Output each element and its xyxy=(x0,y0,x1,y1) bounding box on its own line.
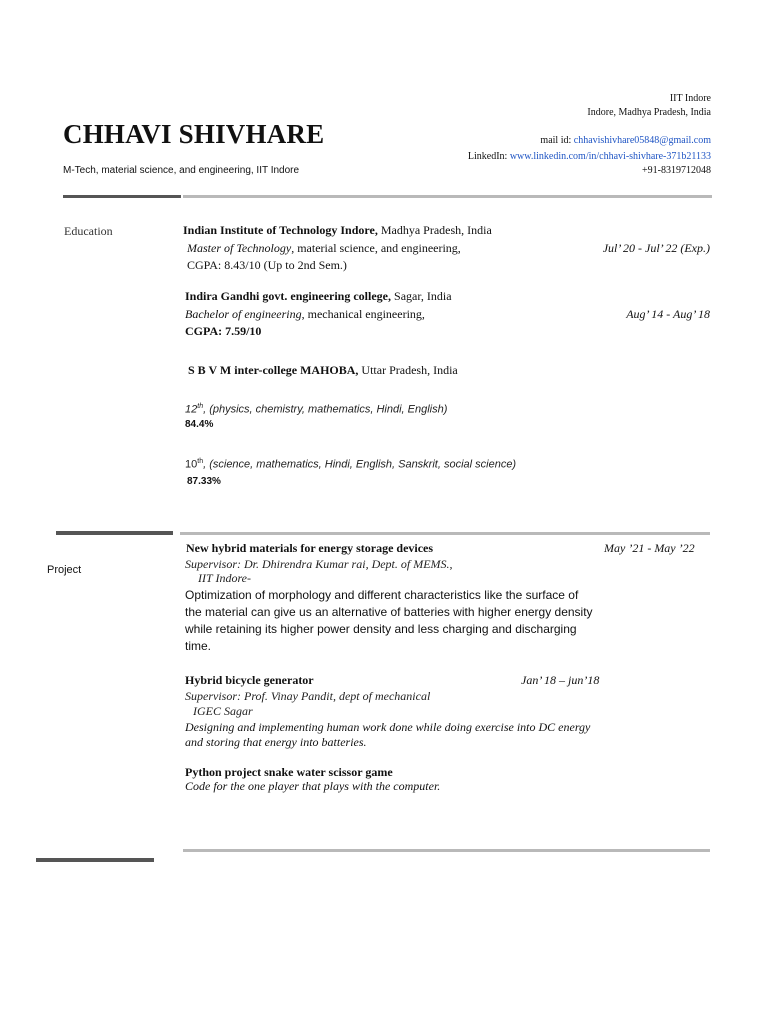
contact-org: IIT Indore xyxy=(669,93,711,104)
education-institution-2 xyxy=(185,289,452,304)
project-description-1: Optimization of morphology and different characteristics like the surface of the material can give us an alternative of batteries with higher energy density while retaining its higher power density and less charging and discharging time. xyxy=(185,588,593,653)
project-title-1: New hybrid materials for energy storage devices xyxy=(186,541,434,555)
institution-location: Sagar, India xyxy=(394,289,452,303)
institution-name: S B V M inter-college MAHOBA, xyxy=(188,363,359,377)
class12-subjects: , (physics, chemistry, mathematics, Hindi, English) xyxy=(203,403,448,416)
project-supervisor-1: Supervisor: Dr. Dhirendra Kumar rai, Dept. of MEMS., xyxy=(185,557,453,571)
class12-number: 12 xyxy=(185,403,198,416)
linkedin-link[interactable]: www.linkedin.com/in/chhavi-shivhare-371b21133 xyxy=(509,151,711,162)
mail-link[interactable]: chhavishivhare05848@gmail.com xyxy=(573,135,711,146)
education-degree-2 xyxy=(185,307,425,322)
class12-sup: th xyxy=(197,403,204,410)
education-section-label: Education xyxy=(64,224,113,238)
project-description-3: Code for the one player that plays with the computer. xyxy=(185,779,441,793)
contact-linkedin xyxy=(468,151,711,162)
class10-subjects: , (science, mathematics, Hindi, English, Sanskrit, social science) xyxy=(203,458,517,471)
project-supervisor-org-2: IGEC Sagar xyxy=(193,704,253,718)
contact-mail xyxy=(540,135,711,146)
project-supervisor-org-1: IIT Indore- xyxy=(198,571,251,585)
class10-sup: th xyxy=(197,458,204,465)
institution-name: Indian Institute of Technology Indore, xyxy=(183,223,378,237)
degree-rest: , material science, and engineering, xyxy=(291,241,461,255)
class10-score: 87.33% xyxy=(187,476,221,487)
class10-number: 10 xyxy=(185,458,198,471)
institution-name: Indira Gandhi govt. engineering college, xyxy=(185,289,392,303)
education-dates-2: Aug’ 14 - Aug’ 18 xyxy=(626,307,710,321)
project-description-2: Designing and implementing human work done while doing exercise into DC energy and storing that energy into batteries. xyxy=(185,720,591,749)
project-divider-light xyxy=(183,849,710,852)
class12-score: 84.4% xyxy=(185,419,214,430)
contact-phone: +91-8319712048 xyxy=(642,165,711,176)
header-divider-light xyxy=(183,195,712,198)
class10-line xyxy=(185,458,516,471)
degree-italic: Bachelor of engineering xyxy=(185,307,302,321)
project-divider-dark xyxy=(36,858,154,862)
candidate-name: CHHAVI SHIVHARE xyxy=(63,119,325,149)
institution-location: Madhya Pradesh, India xyxy=(380,223,492,237)
project-dates-2: Jan’ 18 – jun’18 xyxy=(521,673,600,687)
linkedin-label: LinkedIn: xyxy=(467,151,508,162)
project-supervisor-2: Supervisor: Prof. Vinay Pandit, dept of mechanical xyxy=(185,689,431,703)
education-score-1: CGPA: 8.43/10 (Up to 2nd Sem.) xyxy=(187,258,347,272)
candidate-subtitle: M-Tech, material science, and engineering, IIT Indore xyxy=(63,165,300,176)
education-divider-light xyxy=(180,532,710,535)
project-dates-1: May ’21 - May ’22 xyxy=(604,541,695,555)
education-institution-1 xyxy=(183,223,492,238)
education-institution-3 xyxy=(188,363,458,378)
mail-label: mail id: xyxy=(540,135,572,146)
project-section-label: Project xyxy=(47,564,82,576)
institution-location: Uttar Pradesh, India xyxy=(361,363,458,377)
education-score-2: CGPA: 7.59/10 xyxy=(185,324,262,338)
header-divider-dark xyxy=(63,195,181,198)
project-title-2: Hybrid bicycle generator xyxy=(185,673,314,687)
degree-rest: , mechanical engineering, xyxy=(301,307,425,321)
education-degree-1 xyxy=(187,241,461,256)
education-divider-dark xyxy=(56,531,173,535)
degree-italic: Master of Technology xyxy=(187,241,292,255)
education-dates-1: Jul’ 20 - Jul’ 22 (Exp.) xyxy=(602,241,710,255)
project-title-3: Python project snake water scissor game xyxy=(185,765,393,779)
contact-address: Indore, Madhya Pradesh, India xyxy=(587,107,711,118)
class12-line xyxy=(185,403,447,416)
